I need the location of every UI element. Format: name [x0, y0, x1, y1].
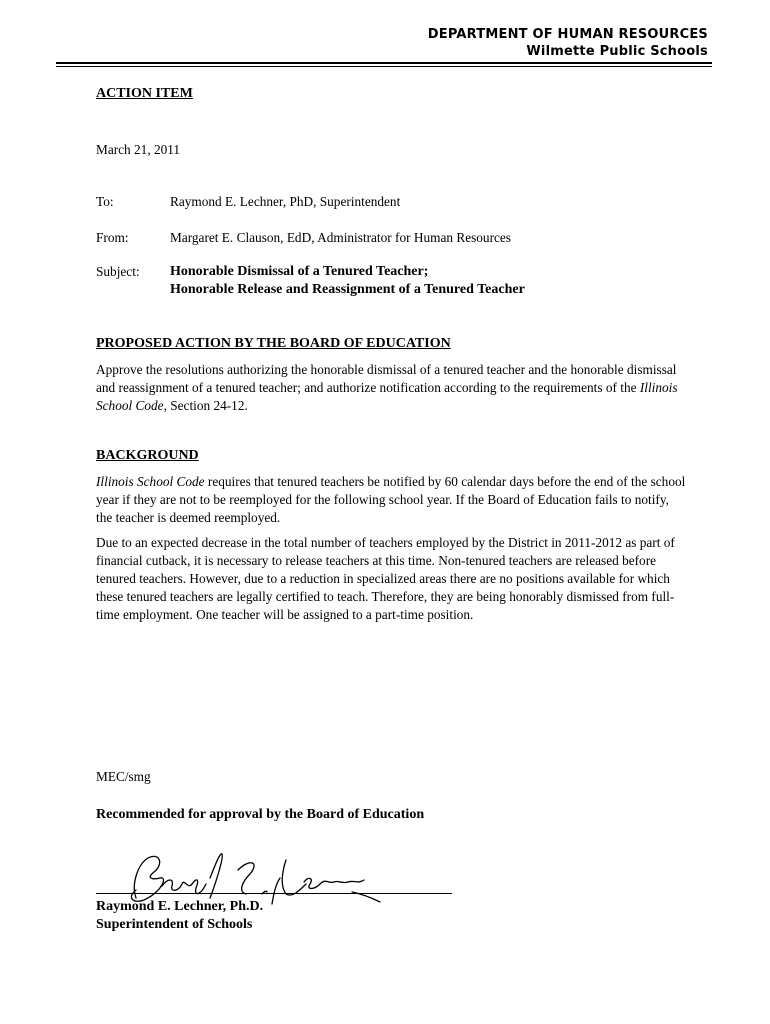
subject-line-2: Honorable Release and Reassignment of a Tenured Teacher	[170, 282, 525, 297]
background-paragraph-1	[96, 473, 688, 527]
header-rule-thick	[56, 62, 712, 64]
department-name: DEPARTMENT OF HUMAN RESOURCES	[427, 27, 708, 42]
to-value: Raymond E. Lechner, PhD, Superintendent	[170, 194, 401, 209]
memo-date: March 21, 2011	[96, 142, 181, 157]
signatory	[96, 898, 263, 934]
background-heading: BACKGROUND	[96, 448, 199, 463]
subject-label: Subject:	[96, 264, 140, 279]
subject-value	[170, 263, 525, 299]
doc-type-heading: ACTION ITEM	[96, 86, 193, 101]
from-value: Margaret E. Clauson, EdD, Administrator for Human Resources	[170, 230, 511, 245]
from-label: From:	[96, 230, 129, 245]
header-rule-thin	[56, 66, 712, 67]
proposed-text-after: , Section 24-12.	[163, 398, 248, 413]
signatory-name: Raymond E. Lechner, Ph.D.	[96, 899, 264, 914]
signature-line	[96, 893, 452, 894]
background-para1-rest: requires that tenured teachers be notified by 60 calendar days before the end of the school year if they are not to be reemployed for the following school year. If the Board of Education fails to notify, the teacher is deemed reemployed.	[96, 474, 686, 525]
to-label: To:	[96, 194, 114, 209]
background-paragraph-2: Due to an expected decrease in the total number of teachers employed by the District in 2011-2012 as part of financial cutback, it is necessary to release teachers at this time. Non-tenured teachers are released before tenured teachers. However, due to a reduction in specialized areas there are no positions available for which these tenured teachers are legally certified to teach. Therefore, they are being honorably dismissed from full-time employment. One teacher will be assigned to a part-time position.	[96, 535, 675, 622]
initials: MEC/smg	[96, 769, 151, 784]
background-para1-italic: Illinois School Code	[96, 474, 205, 489]
letterhead	[428, 26, 708, 60]
subject-line-1: Honorable Dismissal of a Tenured Teacher;	[170, 264, 429, 279]
proposed-text-before: Approve the resolutions authorizing the honorable dismissal of a tenured teacher and the honorable dismissal and reassignment of a tenured teacher; and authorize notification according to the requirements of the	[96, 362, 677, 395]
recommendation-line: Recommended for approval by the Board of Education	[96, 807, 425, 822]
proposed-action-text	[96, 361, 688, 415]
organization-name: Wilmette Public Schools	[526, 44, 708, 59]
proposed-text-italic: Illinois School Code	[96, 380, 678, 413]
proposed-action-heading: PROPOSED ACTION BY THE BOARD OF EDUCATION	[96, 336, 451, 351]
signatory-title: Superintendent of Schools	[96, 917, 253, 932]
